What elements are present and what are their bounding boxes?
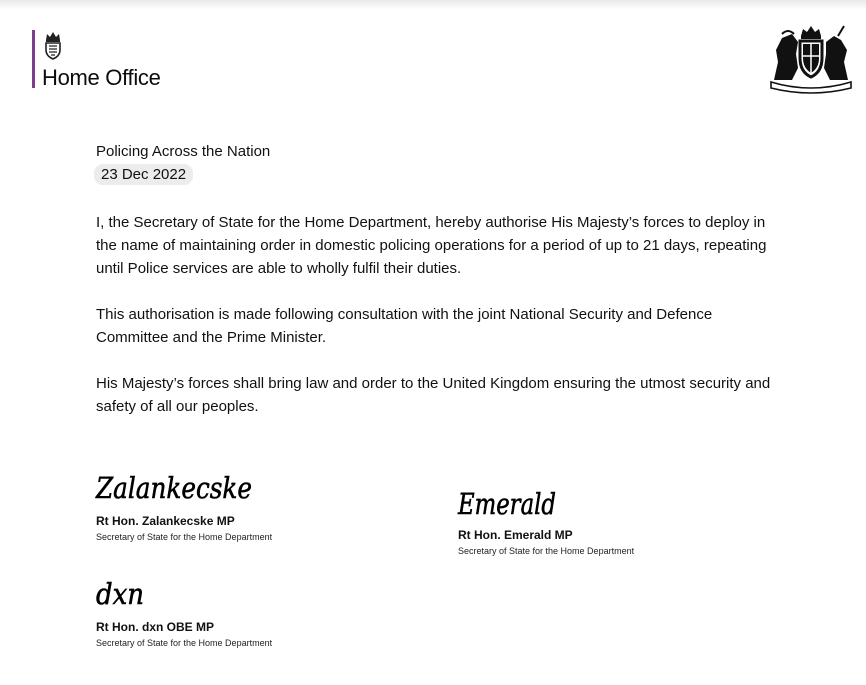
signatory-name: Rt Hon. dxn OBE MP: [96, 620, 214, 634]
signature-emerald: [456, 484, 576, 524]
signature-zalankecske: [94, 468, 264, 508]
department-name: Home Office: [42, 65, 161, 90]
svg-text:Zalankecske: Zalankecske: [95, 471, 252, 505]
letter-date: 23 Dec 2022: [94, 164, 193, 185]
top-shadow: [0, 0, 866, 10]
paragraph-law-and-order: His Majesty’s forces shall bring law and order to the United Kingdom ensuring the utmost security and safety of all our peoples.: [96, 375, 771, 415]
letter-subject: Policing Across the Nation: [96, 143, 271, 160]
crown-crest-icon: [42, 30, 64, 60]
logo-accent-bar: [32, 30, 35, 88]
signature-dxn: [94, 576, 164, 614]
svg-text:Emerald: Emerald: [457, 487, 556, 521]
signatory-title: Secretary of State for the Home Department: [458, 546, 635, 556]
paragraph-authorisation: I, the Secretary of State for the Home Department, hereby authorise His Majesty’s forces to deploy in the name of maintaining order in domestic policing operations for a period of up to 21 days, repeating until Police services are able to wholly fulfil their duties.: [96, 214, 767, 277]
svg-text:dxn: dxn: [96, 577, 144, 611]
signatory-title: Secretary of State for the Home Department: [96, 532, 273, 542]
royal-coat-of-arms-icon: [768, 22, 854, 94]
signatory-name: Rt Hon. Zalankecske MP: [96, 514, 235, 528]
signatory-title: Secretary of State for the Home Department: [96, 638, 273, 648]
signatory-name: Rt Hon. Emerald MP: [458, 528, 573, 542]
paragraph-consultation: This authorisation is made following consultation with the joint National Security and Defence Committee and the Prime Minister.: [96, 306, 713, 346]
